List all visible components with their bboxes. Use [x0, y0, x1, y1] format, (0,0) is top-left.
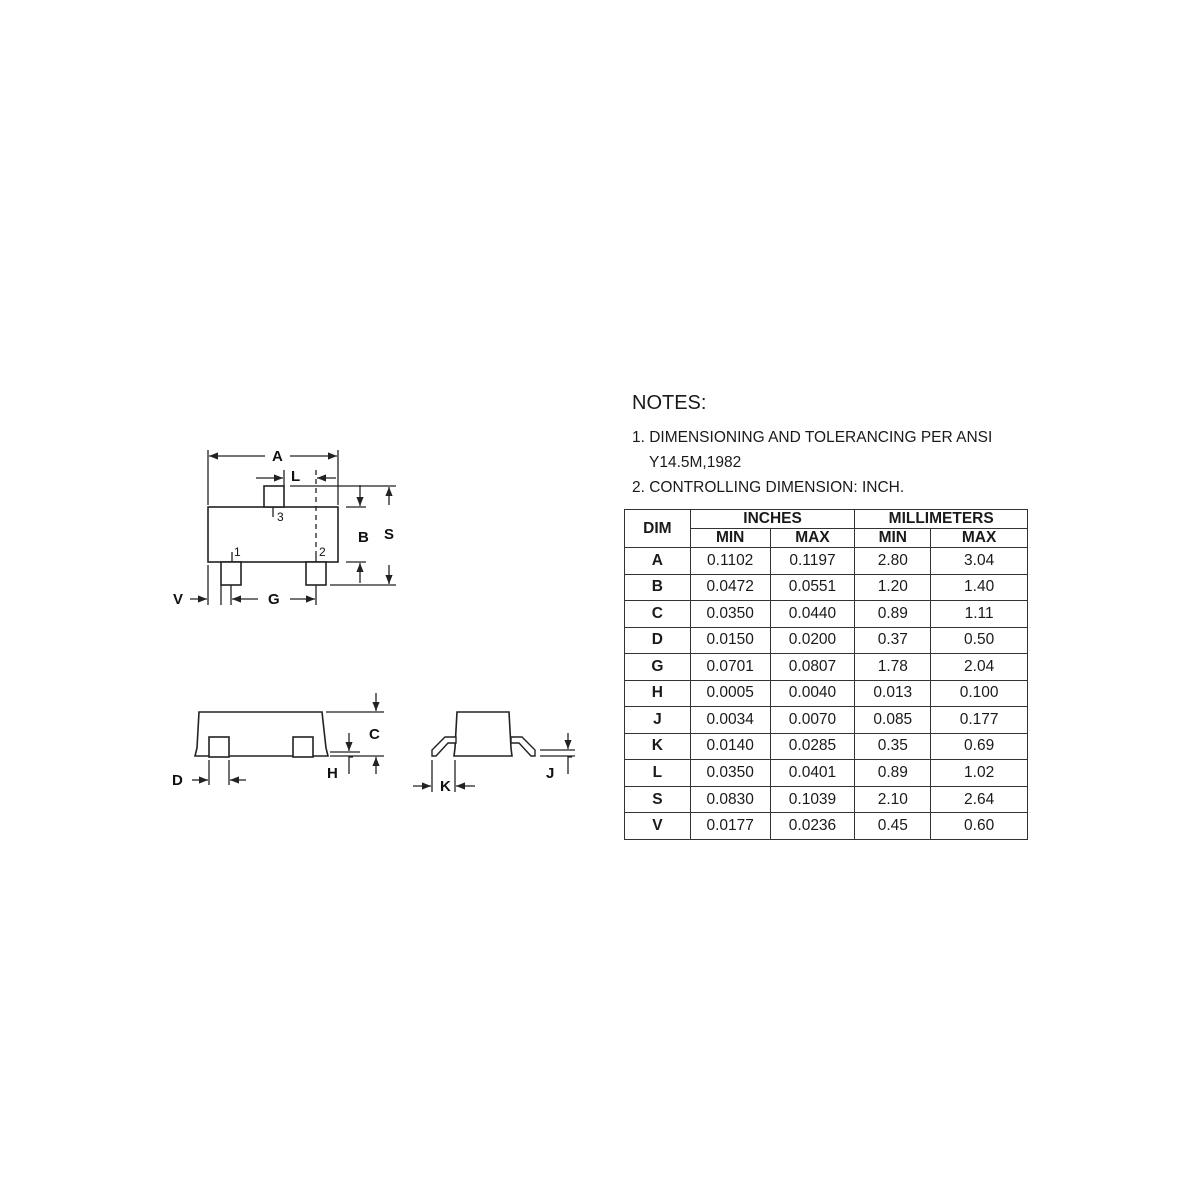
cell-dim: A	[625, 548, 691, 575]
dimensions-table	[624, 509, 1028, 840]
dim-label-j: J	[546, 765, 555, 782]
side-view-body	[454, 712, 512, 756]
cell-mm-max: 3.04	[931, 548, 1028, 575]
dim-label-g: G	[268, 591, 280, 608]
cell-mm-max: 2.04	[931, 654, 1028, 681]
cell-in-max: 0.0401	[770, 760, 855, 787]
header-inches: INCHES	[690, 510, 855, 529]
cell-in-min: 0.0140	[690, 733, 770, 760]
dim-label-c: C	[369, 726, 380, 743]
cell-in-max: 0.0551	[770, 574, 855, 601]
header-dim: DIM	[625, 510, 691, 548]
pin-2-lead	[306, 562, 326, 585]
notes-title: NOTES:	[632, 392, 707, 414]
header-millimeters: MILLIMETERS	[855, 510, 1028, 529]
cell-dim: B	[625, 574, 691, 601]
cell-mm-max: 0.177	[931, 707, 1028, 734]
note-1: 1. DIMENSIONING AND TOLERANCING PER ANSI	[632, 429, 993, 446]
header-mm-min: MIN	[855, 529, 931, 548]
dim-label-v: V	[173, 591, 184, 608]
cell-mm-min: 2.10	[855, 786, 931, 813]
pin-label-1: 1	[234, 545, 241, 559]
cell-in-min: 0.0350	[690, 601, 770, 628]
header-mm-max: MAX	[931, 529, 1028, 548]
table-row	[625, 813, 1028, 840]
cell-in-max: 0.0040	[770, 680, 855, 707]
table-row	[625, 707, 1028, 734]
cell-mm-min: 0.45	[855, 813, 931, 840]
cell-dim: G	[625, 654, 691, 681]
cell-mm-min: 1.20	[855, 574, 931, 601]
front-lead-left	[209, 737, 229, 757]
note-1-continued: Y14.5M,1982	[649, 454, 742, 471]
table-row	[625, 680, 1028, 707]
cell-in-max: 0.1197	[770, 548, 855, 575]
table-row	[625, 786, 1028, 813]
cell-in-min: 0.0177	[690, 813, 770, 840]
cell-in-max: 0.0070	[770, 707, 855, 734]
dim-label-l: L	[291, 468, 301, 485]
cell-mm-max: 0.50	[931, 627, 1028, 654]
cell-mm-min: 0.013	[855, 680, 931, 707]
table-row	[625, 548, 1028, 575]
cell-in-min: 0.0472	[690, 574, 770, 601]
cell-dim: J	[625, 707, 691, 734]
dim-label-d: D	[172, 772, 183, 789]
cell-in-max: 0.0200	[770, 627, 855, 654]
cell-dim: L	[625, 760, 691, 787]
front-view	[192, 693, 384, 785]
table-row	[625, 627, 1028, 654]
cell-mm-max: 2.64	[931, 786, 1028, 813]
cell-mm-min: 0.89	[855, 760, 931, 787]
cell-mm-max: 0.69	[931, 733, 1028, 760]
table-row	[625, 733, 1028, 760]
cell-in-min: 0.0150	[690, 627, 770, 654]
pin-1-lead	[221, 562, 241, 585]
side-lead-right	[511, 737, 535, 756]
cell-mm-min: 0.085	[855, 707, 931, 734]
side-lead-left	[432, 737, 456, 756]
cell-dim: S	[625, 786, 691, 813]
pin-label-2: 2	[319, 545, 326, 559]
cell-in-max: 0.0285	[770, 733, 855, 760]
cell-mm-min: 0.37	[855, 627, 931, 654]
cell-mm-min: 1.78	[855, 654, 931, 681]
cell-dim: H	[625, 680, 691, 707]
cell-dim: V	[625, 813, 691, 840]
cell-in-min: 0.0034	[690, 707, 770, 734]
cell-dim: C	[625, 601, 691, 628]
cell-in-min: 0.0701	[690, 654, 770, 681]
header-inches-max: MAX	[770, 529, 855, 548]
cell-in-max: 0.0807	[770, 654, 855, 681]
cell-mm-max: 1.02	[931, 760, 1028, 787]
cell-mm-max: 0.60	[931, 813, 1028, 840]
dim-label-s: S	[384, 526, 395, 543]
table-row	[625, 574, 1028, 601]
cell-dim: D	[625, 627, 691, 654]
pin-label-3: 3	[277, 510, 284, 524]
table-row	[625, 601, 1028, 628]
cell-in-max: 0.1039	[770, 786, 855, 813]
notes-block	[632, 392, 992, 500]
cell-mm-max: 1.40	[931, 574, 1028, 601]
cell-dim: K	[625, 733, 691, 760]
dim-label-a: A	[272, 448, 283, 465]
dim-label-k: K	[440, 778, 451, 795]
dim-label-b: B	[358, 529, 369, 546]
cell-in-max: 0.0440	[770, 601, 855, 628]
cell-mm-max: 1.11	[931, 601, 1028, 628]
dim-label-h: H	[327, 765, 338, 782]
cell-mm-min: 0.89	[855, 601, 931, 628]
table-row	[625, 654, 1028, 681]
cell-in-min: 0.0005	[690, 680, 770, 707]
cell-mm-min: 0.35	[855, 733, 931, 760]
front-lead-right	[293, 737, 313, 757]
cell-in-max: 0.0236	[770, 813, 855, 840]
cell-mm-max: 0.100	[931, 680, 1028, 707]
table-row	[625, 760, 1028, 787]
note-2: 2. CONTROLLING DIMENSION: INCH.	[632, 479, 905, 496]
cell-in-min: 0.0830	[690, 786, 770, 813]
header-inches-min: MIN	[690, 529, 770, 548]
pin-3-lead	[264, 486, 284, 507]
cell-in-min: 0.0350	[690, 760, 770, 787]
cell-in-min: 0.1102	[690, 548, 770, 575]
cell-mm-min: 2.80	[855, 548, 931, 575]
